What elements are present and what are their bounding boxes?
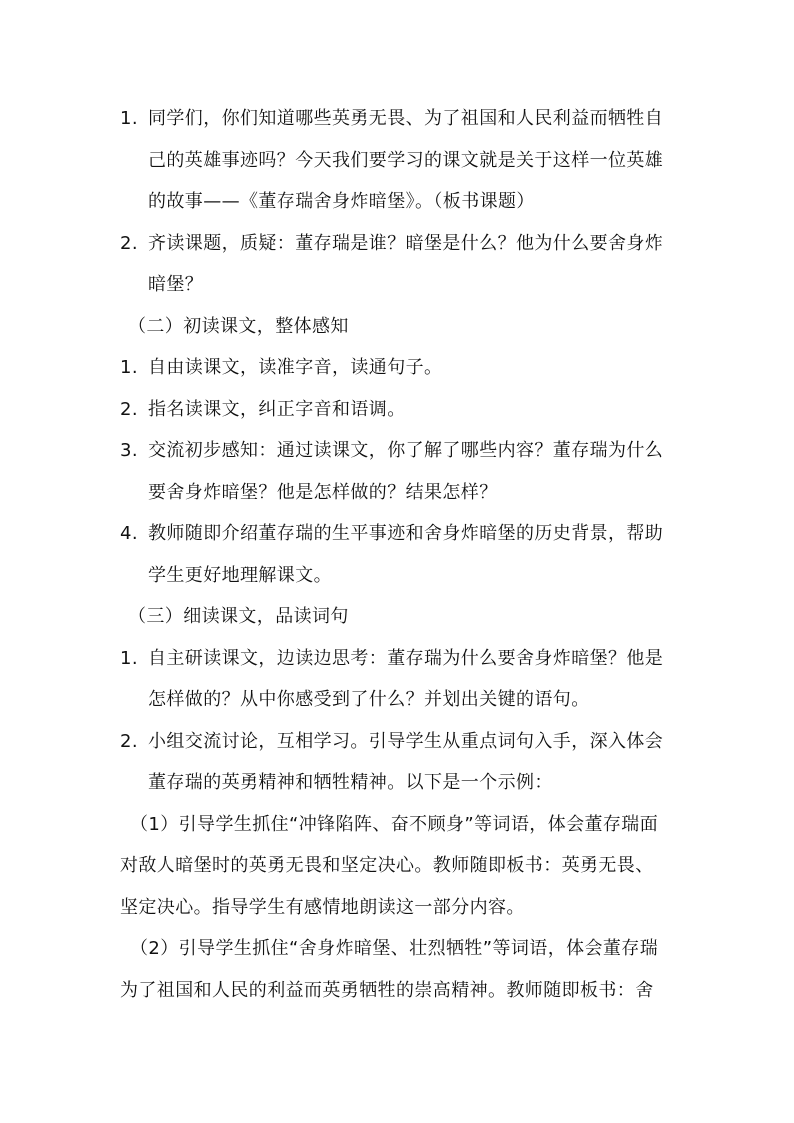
- list-item-text: 指名读课文，纠正字音和语调。: [148, 399, 406, 420]
- list-item-text: 自由读课文，读准字音，读通句子。: [148, 357, 443, 378]
- list-item-text: 小组交流讨论，互相学习。引导学生从重点词句入手，深入体会: [148, 731, 664, 752]
- list-item-text: 齐读课题，质疑：董存瑞是谁？暗堡是什么？他为什么要舍身炸: [148, 233, 664, 254]
- list-item-text-continued: 学生更好地理解课文。: [148, 565, 332, 586]
- list-item-text: 同学们，你们知道哪些英勇无畏、为了祖国和人民利益而牺牲自: [148, 108, 664, 129]
- list-item-text-continued: 的故事——《董存瑞舍身炸暗堡》。（板书课题）: [148, 191, 535, 212]
- list-number: 3.: [120, 440, 138, 461]
- section-heading: （三）细读课文，品读词句: [128, 606, 349, 627]
- paragraph-line: 为了祖国和人民的利益而英勇牺牲的崇高精神。教师随即板书：舍: [120, 980, 654, 1001]
- list-number: 4.: [120, 523, 138, 544]
- list-item-text-continued: 要舍身炸暗堡？他是怎样做的？结果怎样？: [148, 482, 498, 503]
- list-number: 1.: [120, 357, 138, 378]
- list-number: 1.: [120, 648, 138, 669]
- list-item-text-continued: 己的英雄事迹吗？今天我们要学习的课文就是关于这样一位英雄: [148, 150, 664, 171]
- paragraph-line: 对敌人暗堡时的英勇无畏和坚定决心。教师随即板书：英勇无畏、: [120, 855, 654, 876]
- list-number: 1.: [120, 108, 138, 129]
- paragraph-line: （1）引导学生抓住“冲锋陷阵、奋不顾身”等词语，体会董存瑞面: [130, 814, 659, 835]
- list-item-text-continued: 暗堡？: [148, 274, 204, 295]
- section-heading: （二）初读课文，整体感知: [128, 316, 349, 337]
- paragraph-line: （2）引导学生抓住“舍身炸暗堡、壮烈牺牲”等词语，体会董存瑞: [130, 938, 659, 959]
- list-number: 2.: [120, 399, 138, 420]
- list-number: 2.: [120, 233, 138, 254]
- list-item-text: 自主研读课文，边读边思考：董存瑞为什么要舍身炸暗堡？他是: [148, 648, 664, 669]
- list-item-text: 教师随即介绍董存瑞的生平事迹和舍身炸暗堡的历史背景，帮助: [148, 523, 664, 544]
- paragraph-line: 坚定决心。指导学生有感情地朗读这一部分内容。: [120, 897, 525, 918]
- list-item-text: 交流初步感知：通过读课文，你了解了哪些内容？董存瑞为什么: [148, 440, 664, 461]
- list-number: 2.: [120, 731, 138, 752]
- list-item-text-continued: 怎样做的？从中你感受到了什么？并划出关键的语句。: [148, 689, 590, 710]
- list-item-text-continued: 董存瑞的英勇精神和牺牲精神。以下是一个示例：: [148, 772, 553, 793]
